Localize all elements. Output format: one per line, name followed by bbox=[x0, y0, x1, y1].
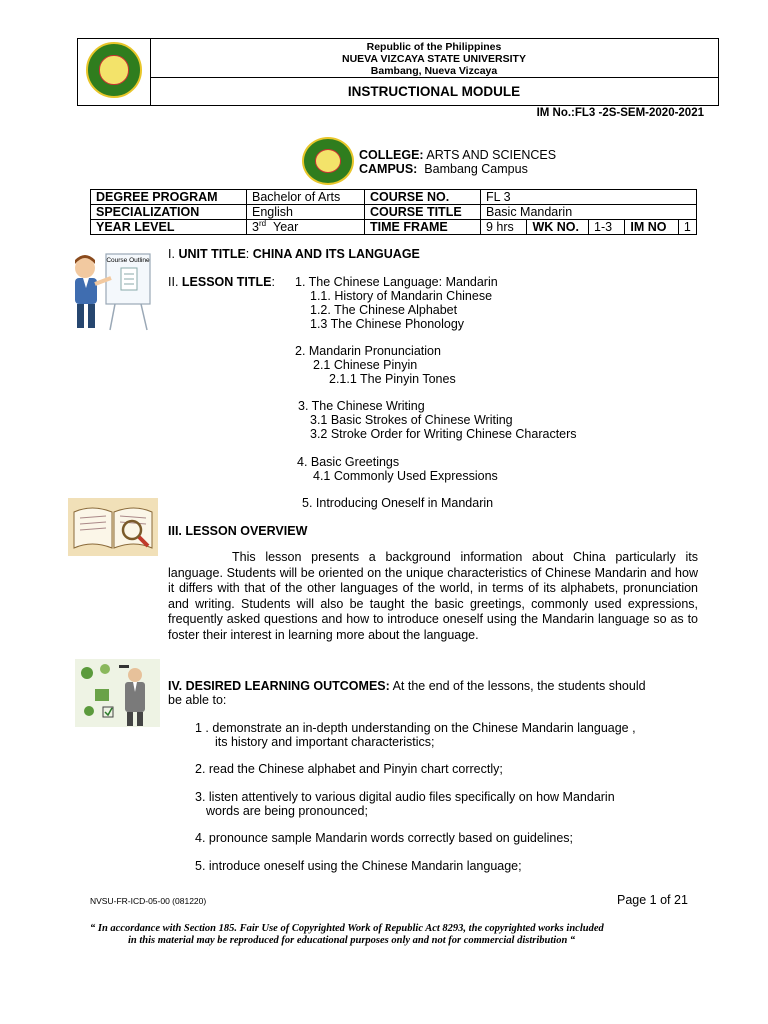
lesson-item: 3. The Chinese Writing bbox=[298, 399, 425, 413]
learning-outcomes-icon bbox=[75, 659, 160, 727]
outcome-item: 5. introduce oneself using the Chinese Mandarin language; bbox=[195, 859, 522, 873]
table-row bbox=[91, 190, 697, 205]
course-no-value: FL 3 bbox=[481, 190, 697, 205]
page-number: Page 1 of 21 bbox=[617, 893, 688, 907]
outcome-item: 1 . demonstrate an in-depth understanding on the Chinese Mandarin language , bbox=[195, 721, 636, 735]
year-level-suffix: rd bbox=[258, 218, 267, 228]
lesson-item: 2. Mandarin Pronunciation bbox=[295, 344, 441, 358]
copyright-notice-line-1: “ In accordance with Section 185. Fair Use of Copyrighted Work of Republic Act 8293, the copyrighted works included bbox=[90, 923, 604, 934]
im-no-value: 1 bbox=[678, 220, 696, 235]
lesson-title-line bbox=[168, 275, 275, 289]
lesson-item: 1. The Chinese Language: Mandarin bbox=[295, 275, 498, 289]
course-info-table bbox=[90, 189, 697, 235]
copyright-notice-line-2: in this material may be reproduced for educational purposes only and not for commercial distribution “ bbox=[128, 935, 576, 946]
outcome-item: 2. read the Chinese alphabet and Pinyin chart correctly; bbox=[195, 762, 503, 776]
republic-text: Republic of the Philippines bbox=[366, 41, 502, 53]
specialization-value: English bbox=[247, 205, 365, 220]
unit-title-label: UNIT TITLE bbox=[178, 247, 246, 261]
outcomes-heading: IV. DESIRED LEARNING OUTCOMES: bbox=[168, 679, 390, 693]
university-name: NUEVA VIZCAYA STATE UNIVERSITY bbox=[342, 53, 526, 65]
university-seal-cell bbox=[78, 39, 151, 105]
form-code: NVSU-FR-ICD-05-00 (081220) bbox=[90, 896, 207, 906]
open-book-magnifier-icon bbox=[68, 498, 158, 556]
lesson-item: 1.2. The Chinese Alphabet bbox=[310, 303, 458, 317]
specialization-label: SPECIALIZATION bbox=[91, 205, 247, 220]
lesson-item: 5. Introducing Oneself in Mandarin bbox=[302, 496, 494, 510]
lesson-item: 2.1.1 The Pinyin Tones bbox=[329, 372, 456, 386]
college-block bbox=[359, 148, 556, 176]
outcomes-intro-text: At the end of the lessons, the students should bbox=[392, 679, 646, 693]
year-level-value bbox=[247, 220, 365, 235]
course-outline-board-text: Course Outline bbox=[106, 257, 150, 264]
overview-paragraph: This lesson presents a background information about China particularly its language. Students will be oriented on the unique characteristics of Chinese Mandarin and how it differs with that of the other languages of the world, in terms of its alphabets, pronunciation and writing. Students will also be taught the basic greetings, commonly used expressions, frequently asked questions and how to introduce oneself using the Mandarin language so as to foster their interest in learning more about the language. bbox=[168, 550, 698, 642]
lesson-item: 3.2 Stroke Order for Writing Chinese Characters bbox=[310, 427, 577, 441]
module-title: INSTRUCTIONAL MODULE bbox=[347, 84, 521, 99]
university-seal-icon bbox=[86, 42, 142, 98]
outcome-item: 3. listen attentively to various digital audio files specifically on how Mandarin bbox=[195, 790, 615, 804]
lesson-item: 3.1 Basic Strokes of Chinese Writing bbox=[310, 413, 513, 427]
year-level-word: Year bbox=[273, 220, 299, 234]
college-label: COLLEGE: bbox=[359, 148, 424, 162]
outcome-item-cont: words are being pronounced; bbox=[206, 804, 368, 818]
lesson-item: 1.3 The Chinese Phonology bbox=[310, 317, 465, 331]
university-location: Bambang, Nueva Vizcaya bbox=[370, 65, 498, 77]
wk-no-value: 1-3 bbox=[589, 220, 625, 235]
im-no-label: IM NO bbox=[625, 220, 679, 235]
course-title-label: COURSE TITLE bbox=[365, 205, 481, 220]
im-number: IM No.:FL3 -2S-SEM-2020-2021 bbox=[536, 107, 704, 119]
lesson-item: 1.1. History of Mandarin Chinese bbox=[310, 289, 493, 303]
lesson-title-label: LESSON TITLE bbox=[181, 275, 272, 289]
lesson-prefix: II. bbox=[168, 275, 179, 289]
outcomes-intro bbox=[168, 679, 698, 693]
course-title-value: Basic Mandarin bbox=[481, 205, 697, 220]
outcome-item: 4. pronounce sample Mandarin words correctly based on guidelines; bbox=[195, 831, 573, 845]
outcomes-intro-cont: be able to: bbox=[168, 693, 227, 707]
unit-title: CHINA AND ITS LANGUAGE bbox=[252, 247, 420, 261]
time-frame-value: 9 hrs bbox=[481, 220, 527, 235]
overview-heading: III. LESSON OVERVIEW bbox=[168, 524, 308, 538]
year-level-label: YEAR LEVEL bbox=[91, 220, 247, 235]
unit-title-line bbox=[168, 247, 420, 261]
degree-program-label: DEGREE PROGRAM bbox=[91, 190, 247, 205]
time-frame-label: TIME FRAME bbox=[365, 220, 481, 235]
degree-program-value: Bachelor of Arts bbox=[247, 190, 365, 205]
lesson-item: 4.1 Commonly Used Expressions bbox=[313, 469, 498, 483]
wk-no-label: WK NO. bbox=[527, 220, 589, 235]
college-seal-icon bbox=[302, 137, 354, 185]
campus-value: Bambang Campus bbox=[424, 162, 528, 176]
unit-sep: : bbox=[245, 247, 250, 261]
unit-prefix: I. bbox=[168, 247, 175, 261]
year-level-number: 3 bbox=[252, 220, 259, 234]
teacher-course-outline-icon bbox=[65, 250, 157, 332]
course-no-label: COURSE NO. bbox=[365, 190, 481, 205]
lesson-item: 2.1 Chinese Pinyin bbox=[313, 358, 418, 372]
college-value: ARTS AND SCIENCES bbox=[426, 148, 557, 162]
table-row bbox=[91, 205, 697, 220]
table-row bbox=[91, 220, 697, 235]
lesson-sep: : bbox=[271, 275, 275, 289]
outcome-item-cont: its history and important characteristics; bbox=[215, 735, 435, 749]
campus-label: CAMPUS: bbox=[359, 162, 418, 176]
lesson-item: 4. Basic Greetings bbox=[297, 455, 400, 469]
header-box bbox=[77, 38, 719, 106]
copyright-notice bbox=[90, 923, 704, 947]
header-university-block bbox=[150, 39, 718, 78]
